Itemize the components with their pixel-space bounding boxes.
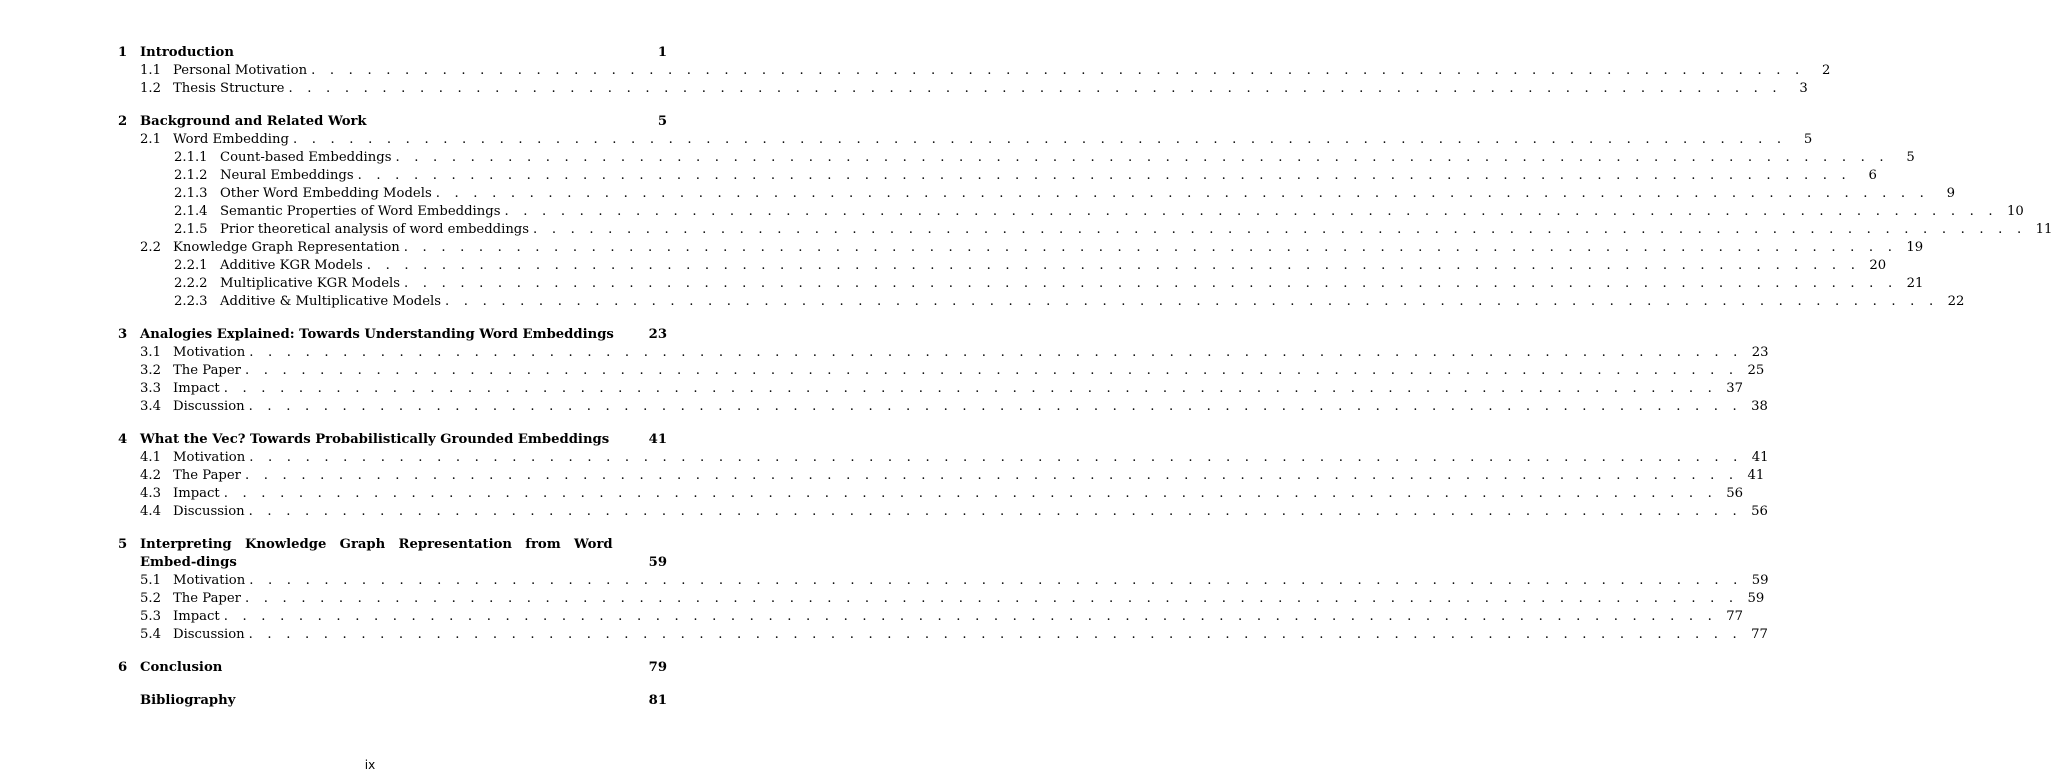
section-title: Impact [173,486,220,501]
section-number: 2.2.3 [174,294,208,309]
dot-leader: . . . . . . . . . . . . . . . . . . . . . . . . . . . . . . . . . . . . . . . . . . . . . . . . . . . . . . . . . . . . . . . . . . . . . . . . . . . . . . . . [248,504,1742,519]
dot-leader: . . . . . . . . . . . . . . . . . . . . . . . . . . . . . . . . . . . . . . . . . . . . . . . . . . . . . . . . . . . . . . . . . . . . . . . . . . . . . . . . [435,186,1930,201]
toc-section[interactable] [118,380,1744,398]
toc-chapter[interactable] [118,44,667,62]
section-number: 2.2 [140,240,161,255]
dot-leader: . . . . . . . . . . . . . . . . . . . . . . . . . . . . . . . . . . . . . . . . . . . . . . . . . . . . . . . . . . . . . . . . . . . . . . . . . . . . . . . . [223,486,1718,501]
section-number: 2.2.2 [174,276,208,291]
section-title: Discussion [173,627,245,642]
chapter-number: 1 [118,45,128,60]
page-number: 23 [1751,345,1769,360]
section-title: Prior theoretical analysis of word embeddings [220,222,530,237]
section-title: The Paper [173,363,241,378]
section-title: Neural Embeddings [220,168,354,183]
toc-subsection[interactable] [118,221,2052,239]
page-number: 56 [1751,504,1768,519]
chapter-title: What the Vec? Towards Probabilistically Grounded Embeddings [140,432,610,447]
dot-leader: . . . . . . . . . . . . . . . . . . . . . . . . . . . . . . . . . . . . . . . . . . . . . . . . . . . . . . . . . . . . . . . . . . . . . . . . . . . . . . . . [244,591,1739,606]
page-number: 11 [2035,222,2052,237]
toc-chapter[interactable] [118,431,667,449]
section-number: 2.1 [140,132,161,147]
section-title: Word Embedding [173,132,289,147]
page-number: 23 [648,327,667,342]
page-number: 2 [1822,63,1831,78]
dot-leader: . . . . . . . . . . . . . . . . . . . . . . . . . . . . . . . . . . . . . . . . . . . . . . . . . . . . . . . . . . . . . . . . . . . . . . . . . . . . . . . . [366,258,1861,273]
section-title: Knowledge Graph Representation [173,240,400,255]
chapter-number: 3 [118,327,128,342]
dot-leader: . . . . . . . . . . . . . . . . . . . . . . . . . . . . . . . . . . . . . . . . . . . . . . . . . . . . . . . . . . . . . . . . . . . . . . . . . . . . . . . . [445,294,1939,309]
section-title: Motivation [173,573,246,588]
section-number: 2.1.5 [174,222,208,237]
dot-leader: . . . . . . . . . . . . . . . . . . . . . . . . . . . . . . . . . . . . . . . . . . . . . . . . . . . . . . . . . . . . . . . . . . . . . . . . . . . . . . . . [248,399,1742,414]
dot-leader: . . . . . . . . . . . . . . . . . . . . . . . . . . . . . . . . . . . . . . . . . . . . . . . . . . . . . . . . . . . . . . . . . . . . . . . . . . . . . . . . [248,627,1742,642]
page-number: 77 [1726,609,1744,624]
dot-leader: . . . . . . . . . . . . . . . . . . . . . . . . . . . . . . . . . . . . . . . . . . . . . . . . . . . . . . . . . . . . . . . . . . . . . . . . . . . . . . . . [223,381,1718,396]
chapter-number: 5 [118,537,128,552]
section-number: 2.2.1 [174,258,208,273]
dot-leader: . . . . . . . . . . . . . . . . . . . . . . . . . . . . . . . . . . . . . . . . . . . . . . . . . . . . . . . . . . . . . . . . . . . . . . . . . . . . . . . . [244,363,1739,378]
dot-leader: . . . . . . . . . . . . . . . . . . . . . . . . . . . . . . . . . . . . . . . . . . . . . . . . . . . . . . . . . . . . . . . . . . . . . . . . . . . . . . . . [249,345,1743,360]
section-title: Semantic Properties of Word Embeddings [220,204,501,219]
section-title: Personal Motivation [173,63,308,78]
chapter-title: Analogies Explained: Towards Understanding Word Embeddings [140,327,614,342]
toc-section[interactable] [118,608,1744,626]
chapter-number: 2 [118,114,128,129]
page-number: 19 [1906,240,1924,255]
section-number: 4.2 [140,468,161,483]
page-number: 77 [1751,627,1768,642]
chapter-number: 4 [118,432,128,447]
section-number: 5.2 [140,591,161,606]
dot-leader: . . . . . . . . . . . . . . . . . . . . . . . . . . . . . . . . . . . . . . . . . . . . . . . . . . . . . . . . . . . . . . . . . . . . . . . . . . . . . . . . [249,573,1743,588]
chapter-title: Interpreting Knowledge Graph Representation from Word Embed-dings [140,537,613,570]
toc-subsection[interactable] [118,185,1956,203]
toc-section[interactable] [118,572,1769,590]
toc-subsection[interactable] [118,257,1887,275]
page-number: 21 [1906,276,1924,291]
chapter-title: Introduction [140,45,234,60]
toc-section[interactable] [118,362,1765,380]
page-number: 3 [1799,81,1808,96]
page-number: 41 [648,432,667,447]
page-number: 41 [1747,468,1765,483]
page-number: 10 [2007,204,2024,219]
page-number: 38 [1751,399,1768,414]
toc-section[interactable] [118,485,1744,503]
section-title: Impact [173,381,220,396]
chapter-number: 6 [118,660,128,675]
section-number: 3.2 [140,363,161,378]
dot-leader: . . . . . . . . . . . . . . . . . . . . . . . . . . . . . . . . . . . . . . . . . . . . . . . . . . . . . . . . . . . . . . . . . . . . . . . . . . . . . . . . [533,222,2027,237]
dot-leader: . . . . . . . . . . . . . . . . . . . . . . . . . . . . . . . . . . . . . . . . . . . . . . . . . . . . . . . . . . . . . . . . . . . . . . . . . . . . . . . . [288,81,1782,96]
page-number: 20 [1869,258,1887,273]
section-title: Discussion [173,504,245,519]
toc-chapter[interactable] [118,536,667,572]
section-number: 4.1 [140,450,161,465]
page-number: 56 [1726,486,1744,501]
section-title: Count-based Embeddings [220,150,392,165]
section-number: 3.1 [140,345,161,360]
page-number: 37 [1726,381,1744,396]
section-number: 4.3 [140,486,161,501]
section-number: 2.1.2 [174,168,208,183]
toc-subsection[interactable] [118,203,2024,221]
page-number: 6 [1868,168,1877,183]
dot-leader: . . . . . . . . . . . . . . . . . . . . . . . . . . . . . . . . . . . . . . . . . . . . . . . . . . . . . . . . . . . . . . . . . . . . . . . . . . . . . . . . [311,63,1805,78]
section-number: 5.4 [140,627,161,642]
section-title: Other Word Embedding Models [220,186,432,201]
toc-section[interactable] [118,239,1924,257]
toc-section[interactable] [118,503,1768,521]
page-number: 59 [1747,591,1765,606]
chapter-title: Bibliography [140,693,236,708]
dot-leader: . . . . . . . . . . . . . . . . . . . . . . . . . . . . . . . . . . . . . . . . . . . . . . . . . . . . . . . . . . . . . . . . . . . . . . . . . . . . . . . . [223,609,1718,624]
section-title: Additive & Multiplicative Models [220,294,442,309]
toc-section[interactable] [118,131,1813,149]
page-number: 25 [1747,363,1765,378]
section-number: 4.4 [140,504,161,519]
toc-section[interactable] [118,467,1765,485]
section-title: Multiplicative KGR Models [220,276,401,291]
toc-section[interactable] [118,449,1769,467]
page-number: 5 [1803,132,1813,147]
section-title: The Paper [173,591,241,606]
toc-section[interactable] [118,626,1768,644]
toc-section[interactable] [118,344,1769,362]
section-title: The Paper [173,468,241,483]
page-number: 79 [648,660,667,675]
dot-leader: . . . . . . . . . . . . . . . . . . . . . . . . . . . . . . . . . . . . . . . . . . . . . . . . . . . . . . . . . . . . . . . . . . . . . . . . . . . . . . . . [404,276,1898,291]
page-number: 81 [648,693,667,708]
page-number: ix [364,758,376,772]
toc-section[interactable] [118,62,1831,80]
section-number: 5.3 [140,609,161,624]
section-number: 2.1.1 [174,150,208,165]
toc-chapter[interactable] [118,326,667,344]
page-number: 59 [648,555,667,570]
page-number: 9 [1946,186,1956,201]
toc-chapter[interactable] [118,113,667,131]
section-number: 5.1 [140,573,161,588]
dot-leader: . . . . . . . . . . . . . . . . . . . . . . . . . . . . . . . . . . . . . . . . . . . . . . . . . . . . . . . . . . . . . . . . . . . . . . . . . . . . . . . . [395,150,1889,165]
dot-leader: . . . . . . . . . . . . . . . . . . . . . . . . . . . . . . . . . . . . . . . . . . . . . . . . . . . . . . . . . . . . . . . . . . . . . . . . . . . . . . . . [403,240,1898,255]
section-number: 2.1.4 [174,204,208,219]
section-title: Additive KGR Models [220,258,363,273]
table-of-contents [118,44,2052,710]
page-number: 5 [1906,150,1915,165]
section-title: Motivation [173,345,246,360]
page-number: 1 [657,45,667,60]
section-number: 2.1.3 [174,186,208,201]
section-number: 3.4 [140,399,161,414]
section-number: 3.3 [140,381,161,396]
section-title: Thesis Structure [173,81,285,96]
toc-subsection[interactable] [118,293,1965,311]
page-number: 41 [1751,450,1769,465]
section-title: Impact [173,609,220,624]
section-title: Discussion [173,399,245,414]
section-number: 1.2 [140,81,161,96]
page-number: 59 [1751,573,1769,588]
section-title: Motivation [173,450,246,465]
toc-section[interactable] [118,590,1765,608]
chapter-title: Conclusion [140,660,223,675]
toc-chapter[interactable] [118,659,667,677]
section-number: 1.1 [140,63,161,78]
page-number: 5 [657,114,667,129]
page-number: 22 [1947,294,1965,309]
dot-leader: . . . . . . . . . . . . . . . . . . . . . . . . . . . . . . . . . . . . . . . . . . . . . . . . . . . . . . . . . . . . . . . . . . . . . . . . . . . . . . . . [249,450,1743,465]
chapter-title: Background and Related Work [140,114,367,129]
dot-leader: . . . . . . . . . . . . . . . . . . . . . . . . . . . . . . . . . . . . . . . . . . . . . . . . . . . . . . . . . . . . . . . . . . . . . . . . . . . . . . . . [244,468,1739,483]
toc-chapter[interactable] [118,692,667,710]
toc-subsection[interactable] [118,149,1915,167]
dot-leader: . . . . . . . . . . . . . . . . . . . . . . . . . . . . . . . . . . . . . . . . . . . . . . . . . . . . . . . . . . . . . . . . . . . . . . . . . . . . . . . . [292,132,1787,147]
dot-leader: . . . . . . . . . . . . . . . . . . . . . . . . . . . . . . . . . . . . . . . . . . . . . . . . . . . . . . . . . . . . . . . . . . . . . . . . . . . . . . . . [504,204,1998,219]
toc-section[interactable] [118,80,1808,98]
dot-leader: . . . . . . . . . . . . . . . . . . . . . . . . . . . . . . . . . . . . . . . . . . . . . . . . . . . . . . . . . . . . . . . . . . . . . . . . . . . . . . . . [357,168,1851,183]
toc-subsection[interactable] [118,275,1924,293]
toc-section[interactable] [118,398,1768,416]
toc-subsection[interactable] [118,167,1877,185]
